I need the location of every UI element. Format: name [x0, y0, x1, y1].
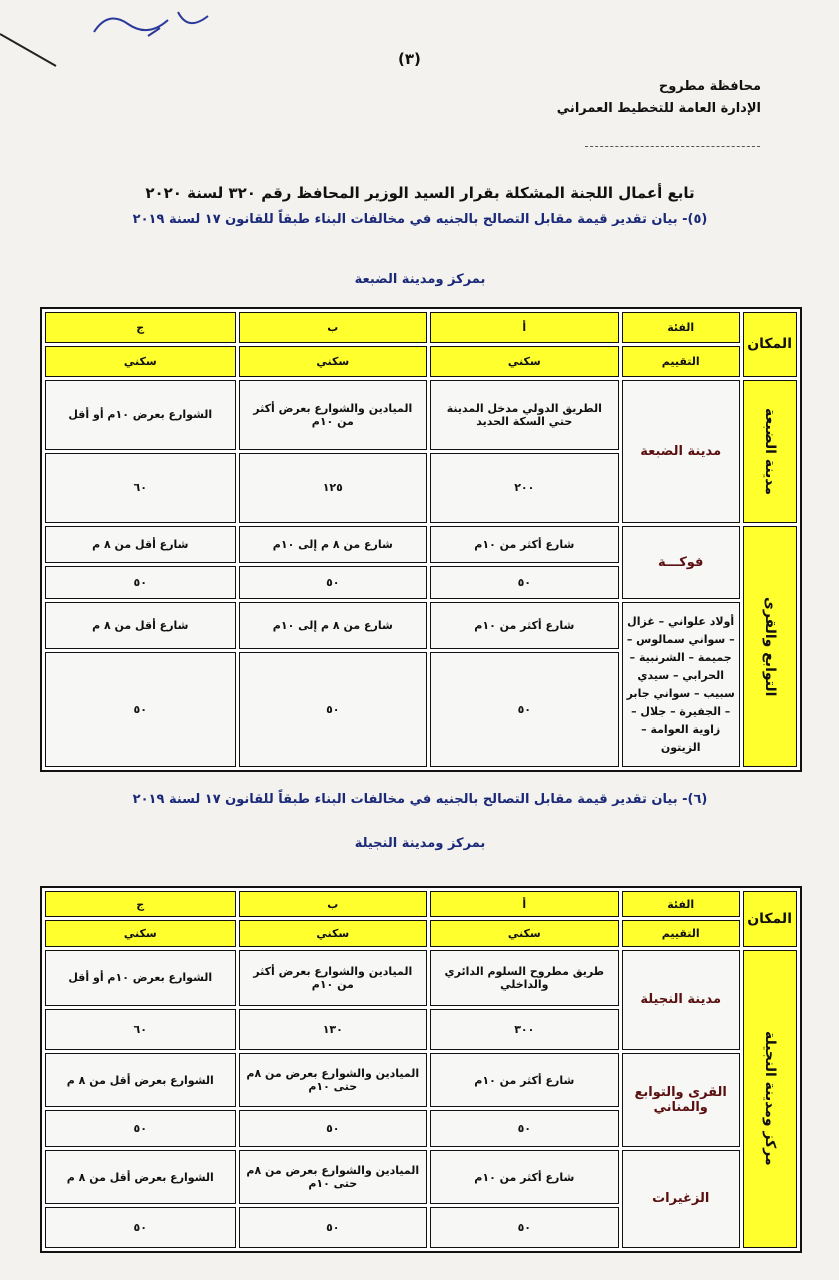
col-a-header: أ — [430, 312, 619, 343]
cell-value: ٥٠ — [45, 652, 236, 767]
cell-value: ٥٠ — [239, 566, 428, 599]
cell-desc: الشوارع بعرض أقل من ٨ م — [45, 1053, 236, 1108]
evaluation-header: التقييم — [622, 346, 740, 377]
cell-value: ٥٠ — [239, 1207, 428, 1248]
cell-value: ١٢٥ — [239, 453, 428, 523]
document-title: تابع أعمال اللجنة المشكلة بقرار السيد الوزير المحافظ رقم ٣٢٠ لسنة ٢٠٢٠ — [145, 184, 695, 202]
cell-value: ٦٠ — [45, 453, 236, 523]
cell-value: ٥٠ — [239, 1110, 428, 1146]
section5-subheading: بمركز ومدينة الضبعة — [354, 272, 486, 287]
group-dabaa-city: مدينة الضبعة — [743, 380, 797, 524]
cell-value: ٣٠٠ — [430, 1009, 619, 1049]
cell-desc: شارع أقل من ٨ م — [45, 602, 236, 648]
section6-subheading: بمركز ومدينة النجيلة — [354, 836, 486, 851]
cell-desc: شارع أكثر من ١٠م — [430, 602, 619, 648]
cell-value: ٥٠ — [45, 1207, 236, 1248]
cell-value: ٥٠ — [45, 566, 236, 599]
cell-value: ٥٠ — [430, 652, 619, 767]
governorate-name: محافظة مطروح — [658, 79, 761, 94]
cell-value: ٥٠ — [430, 1207, 619, 1248]
department-name: الإدارة العامة للتخطيط العمراني — [556, 101, 761, 116]
row-name: الزغيرات — [622, 1150, 740, 1248]
cell-value: ٦٠ — [45, 1009, 236, 1049]
table-negaila — [40, 886, 802, 1253]
section5-heading: (٥)- بيان تقدير قيمة مقابل التصالح بالجنيه في مخالفات البناء طبقاً للقانون ١٧ لسنة ٢٠١٩ — [132, 212, 708, 227]
cell-value: ٥٠ — [430, 566, 619, 599]
cell-desc: شارع أكثر من ١٠م — [430, 1150, 619, 1205]
col-b-header: ب — [239, 891, 428, 917]
usage-a: سكني — [430, 346, 619, 377]
category-header: الفئة — [622, 891, 740, 917]
cell-desc: شارع من ٨ م إلى ١٠م — [239, 602, 428, 648]
row-name: مدينة النجيلة — [622, 950, 740, 1050]
col-b-header: ب — [239, 312, 428, 343]
row-name: القرى والتوابع والمناني — [622, 1053, 740, 1147]
header-divider — [585, 146, 760, 147]
cell-value: ٥٠ — [239, 652, 428, 767]
section6-heading: (٦)- بيان تقدير قيمة مقابل التصالح بالجنيه في مخالفات البناء طبقاً للقانون ١٧ لسنة ٢٠١٩ — [132, 792, 708, 807]
cell-desc: شارع أكثر من ١٠م — [430, 1053, 619, 1108]
cell-value: ٥٠ — [45, 1110, 236, 1146]
cell-value: ١٣٠ — [239, 1009, 428, 1049]
cell-desc: الميادين والشوارع بعرض أكثر من ١٠م — [239, 950, 428, 1007]
row-name: مدينة الضبعة — [622, 380, 740, 524]
cell-desc: الشوارع بعرض ١٠م أو أقل — [45, 950, 236, 1007]
cell-desc: شارع أقل من ٨ م — [45, 526, 236, 563]
usage-c: سكني — [45, 920, 236, 946]
letterhead — [557, 76, 761, 120]
usage-c: سكني — [45, 346, 236, 377]
fold-mark — [0, 30, 60, 70]
usage-a: سكني — [430, 920, 619, 946]
page-number: (٣) — [398, 50, 421, 68]
handwritten-scribble — [88, 2, 228, 42]
category-header: الفئة — [622, 312, 740, 343]
cell-desc: الميادين والشوارع بعرض من ٨م حتى ١٠م — [239, 1053, 428, 1108]
group-negaila: مركز ومدينة النجيلة — [743, 950, 797, 1248]
usage-b: سكني — [239, 346, 428, 377]
place-header: المكان — [743, 312, 797, 377]
cell-desc: الطريق الدولي مدخل المدينة حتي السكة الحديد — [430, 380, 619, 450]
col-c-header: ج — [45, 891, 236, 917]
col-a-header: أ — [430, 891, 619, 917]
cell-desc: الميادين والشوارع بعرض من ٨م حتى ١٠م — [239, 1150, 428, 1205]
row-name-villages: أولاد علواني – غزال – سواني سمالوس – جميمة – الشرنبية – الحرابي – سيدي سبيب – سواني جابر – الجفيرة – جلال – زاوية العوامة – الزيتون — [622, 602, 740, 767]
col-c-header: ج — [45, 312, 236, 343]
cell-desc: شارع من ٨ م إلى ١٠م — [239, 526, 428, 563]
table-dabaa — [40, 307, 802, 772]
usage-b: سكني — [239, 920, 428, 946]
row-name: فوكـــة — [622, 526, 740, 599]
place-header: المكان — [743, 891, 797, 947]
cell-desc: الشوارع بعرض أقل من ٨ م — [45, 1150, 236, 1205]
cell-desc: طريق مطروح السلوم الدائري والداخلي — [430, 950, 619, 1007]
cell-value: ٥٠ — [430, 1110, 619, 1146]
cell-desc: الشوارع بعرض ١٠م أو أقل — [45, 380, 236, 450]
evaluation-header: التقييم — [622, 920, 740, 946]
cell-value: ٢٠٠ — [430, 453, 619, 523]
group-villages: التوابع والقرى — [743, 526, 797, 767]
cell-desc: الميادين والشوارع بعرض أكثر من ١٠م — [239, 380, 428, 450]
cell-desc: شارع أكثر من ١٠م — [430, 526, 619, 563]
